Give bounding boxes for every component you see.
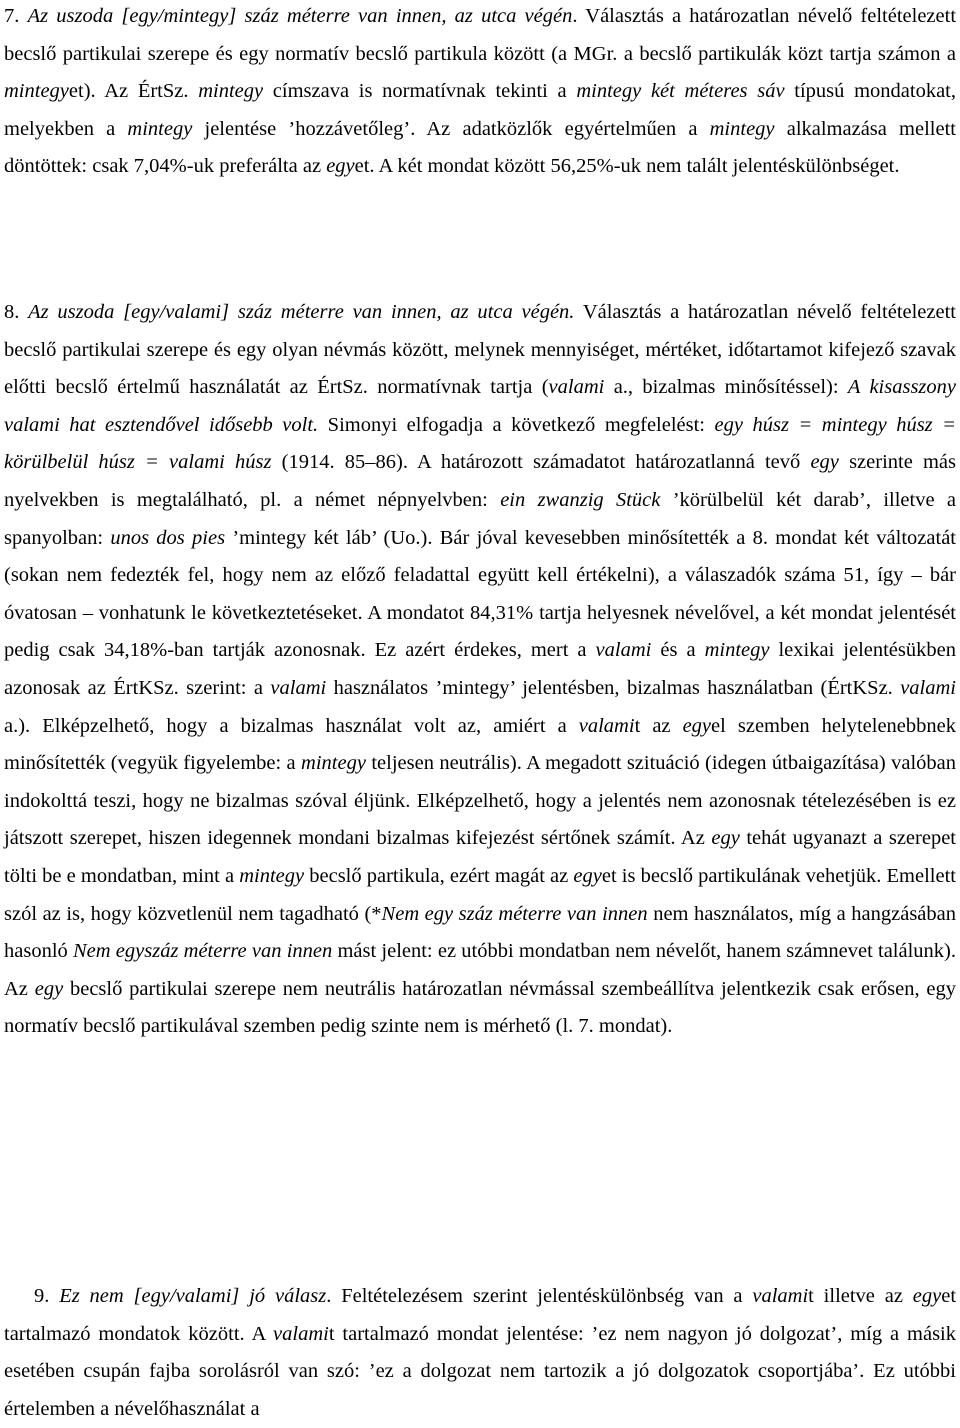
p8-segment: és a xyxy=(651,639,705,662)
p7-segment: mintegy xyxy=(709,117,775,140)
p7-segment: típusú mondatokat, melyekben a xyxy=(4,80,956,140)
p8-segment: valami xyxy=(270,676,327,699)
p7-segment: et. A két mondat között 56,25%-uk nem talált jelentéskülönbséget. xyxy=(354,155,900,178)
p8-segment: unos dos pies xyxy=(110,526,226,549)
p8-segment: ein zwanzig Stück xyxy=(500,488,661,511)
p8-segment: a., bizalmas minősítéssel): xyxy=(604,376,848,399)
p7-segment: . Választás a határozatlan névelő feltételezett becslő partikulai szerepe és egy normatív becslő partikula között (a MGr. a becslő partikulák közt tartja számon a xyxy=(4,5,957,65)
paragraph-9-text xyxy=(4,1278,956,1428)
p8-segment: nem használatos, míg a hangzásában hasonló xyxy=(4,902,957,963)
p7-segment: mintegy xyxy=(127,117,193,140)
p8-segment: A kisasszony valami hat esztendővel idősebb volt. xyxy=(4,376,956,436)
p8-segment: szerinte más nyelvekben is megtalálható, pl. a német népnyelvben: xyxy=(4,451,956,511)
p8-segment: Választás a határozatlan névelő feltételezett becslő partikulai szerepe és egy olyan névmás között, melynek mennyiséget, mértéket, időtartamot kifejező szavak előtti becslő értelmű használatát az ÉrtSz. normatívnak tartja ( xyxy=(4,301,956,399)
p9-segment: t illetve az xyxy=(808,1285,913,1307)
p7-segment: mintegy xyxy=(4,80,69,103)
p7-segment: jelentése ’hozzávetőleg’. Az adatközlők egyértelműen a xyxy=(192,117,710,140)
p8-segment: mintegy xyxy=(239,864,305,887)
p8-segment: valami xyxy=(578,714,635,737)
p8-segment: egy xyxy=(711,827,740,850)
p9-segment: et tartalmazó mondatok között. A xyxy=(4,1285,957,1345)
p8-segment: valami xyxy=(900,676,956,699)
p8-segment: egy xyxy=(682,714,712,737)
p8-segment: et is becslő partikulának vehetjük. Emellett szól az is, hogy közvetlenül nem tagadható (* xyxy=(4,864,956,925)
p8-segment: Simonyi elfogadja a következő megfelelést: xyxy=(318,413,715,436)
p7-segment: 7. xyxy=(4,5,28,27)
p8-segment: egy xyxy=(573,864,602,887)
p8-segment: tehát ugyanazt a szerepet tölti be e mondatban, mint a xyxy=(4,827,956,887)
p8-segment: teljesen neutrális). A megadott szituáció (idegen útbaigazítása) valóban indokolttá teszi, hogy ne bizalmas szóval éljünk. Elképzelhető, hogy a jelentés nem azonosnak tételezésében is ez játszott szerepet, hiszen idegennek mondani bizalmas kifejezést sértőnek számít. Az xyxy=(4,752,956,850)
p8-segment: valami xyxy=(548,376,605,399)
p9-segment: Ez nem [egy/valami] jó válasz xyxy=(59,1285,327,1307)
paragraph-7-text xyxy=(4,0,956,186)
p8-segment: mintegy xyxy=(301,752,366,775)
p9-segment: . Feltételezésem szerint jelentéskülönbség van a xyxy=(326,1285,753,1307)
p8-segment: t az xyxy=(634,714,683,737)
p8-segment: el szemben helytelenebbnek minősítették (vegyük figyelembe: a xyxy=(4,714,956,775)
p8-segment: 8. xyxy=(4,301,29,323)
p8-segment: ’mintegy két láb’ (Uo.). Bár jóval kevesebben minősítették a 8. mondat két változatát (sokan nem fedezték fel, hogy nem az előző feladattal együtt kell értékelni), a válaszadók száma 51, így – bár óvatosan – vonhatunk le következtetéseket. A mondatot 84,31% tartja helyesnek névelővel, a két mondat jelentését pedig csak 34,18%-ban tartják azonosnak. Ez azért érdekes, mert a xyxy=(4,526,956,662)
p8-segment: becslő partikulai szerepe nem neutrális határozatlan névmással szembeállítva jelentkezik csak erősen, egy normatív becslő partikulával szemben pedig szinte nem is mérhető (l. 7. mondat). xyxy=(4,977,956,1038)
p8-segment: egy xyxy=(34,977,64,1000)
p8-segment: egy húsz = mintegy húsz = körülbelül húsz = valami húsz xyxy=(4,413,956,474)
p9-segment: 9. xyxy=(34,1285,60,1307)
p9-segment: valami xyxy=(752,1285,809,1307)
p8-segment: becslő partikula, ezért magát az xyxy=(304,864,574,887)
paragraph-7 xyxy=(4,0,956,186)
p8-segment: mintegy xyxy=(704,639,770,662)
p7-segment: címszava is normatívnak tekinti a xyxy=(263,80,577,103)
p7-segment: egy xyxy=(326,155,355,178)
p8-segment: Nem egy száz méterre van innen xyxy=(381,902,648,925)
p8-segment: Az uszoda [egy/valami] száz méterre van innen, az utca végén. xyxy=(28,301,575,323)
p9-segment: t tartalmazó mondat jelentése: ’ez nem nagyon jó dolgozat’, míg a másik esetében csupán fajba sorolásról van szó: ’ez a dolgozat nem tartozik a jó dolgozatok csoportjába’. Ez utóbbi értelemben a névelőhasználat a xyxy=(4,1322,956,1420)
paragraph-8-text xyxy=(4,294,956,1046)
p8-segment: a.). Elképzelhető, hogy a bizalmas használat volt az, amiért a xyxy=(4,714,579,737)
p8-segment: (1914. 85–86). A határozott számadatot határozatlanná tevő xyxy=(271,451,811,474)
p7-segment: alkalmazása mellett döntöttek: csak 7,04%-uk preferálta az xyxy=(4,117,956,178)
p9-segment: egy xyxy=(912,1285,942,1307)
p8-segment: valami xyxy=(595,639,652,662)
p8-segment: mást jelent: ez utóbbi mondatban nem névelőt, hanem számnevet találunk). Az xyxy=(4,940,956,1000)
p8-segment: használatos ’mintegy’ jelentésben, bizalmas használatban (ÉrtKSz. xyxy=(326,676,901,699)
p7-segment: mintegy két méteres sáv xyxy=(576,80,785,103)
p8-segment: Nem egyszáz méterre van innen xyxy=(73,940,333,963)
p9-segment: valami xyxy=(273,1322,329,1345)
p7-segment: mintegy xyxy=(198,80,264,103)
p8-segment: lexikai jelentésükben azonosak az ÉrtKSz. szerint: a xyxy=(4,639,956,699)
p7-segment: Az uszoda [egy/mintegy] száz méterre van innen, az utca végén xyxy=(27,5,573,27)
p8-segment: egy xyxy=(810,451,839,474)
paragraph-9 xyxy=(4,1278,956,1428)
p7-segment: et). Az ÉrtSz. xyxy=(68,80,199,103)
paragraph-8 xyxy=(4,294,956,1046)
p8-segment: ’körülbelül két darab’, illetve a spanyolban: xyxy=(4,488,956,549)
